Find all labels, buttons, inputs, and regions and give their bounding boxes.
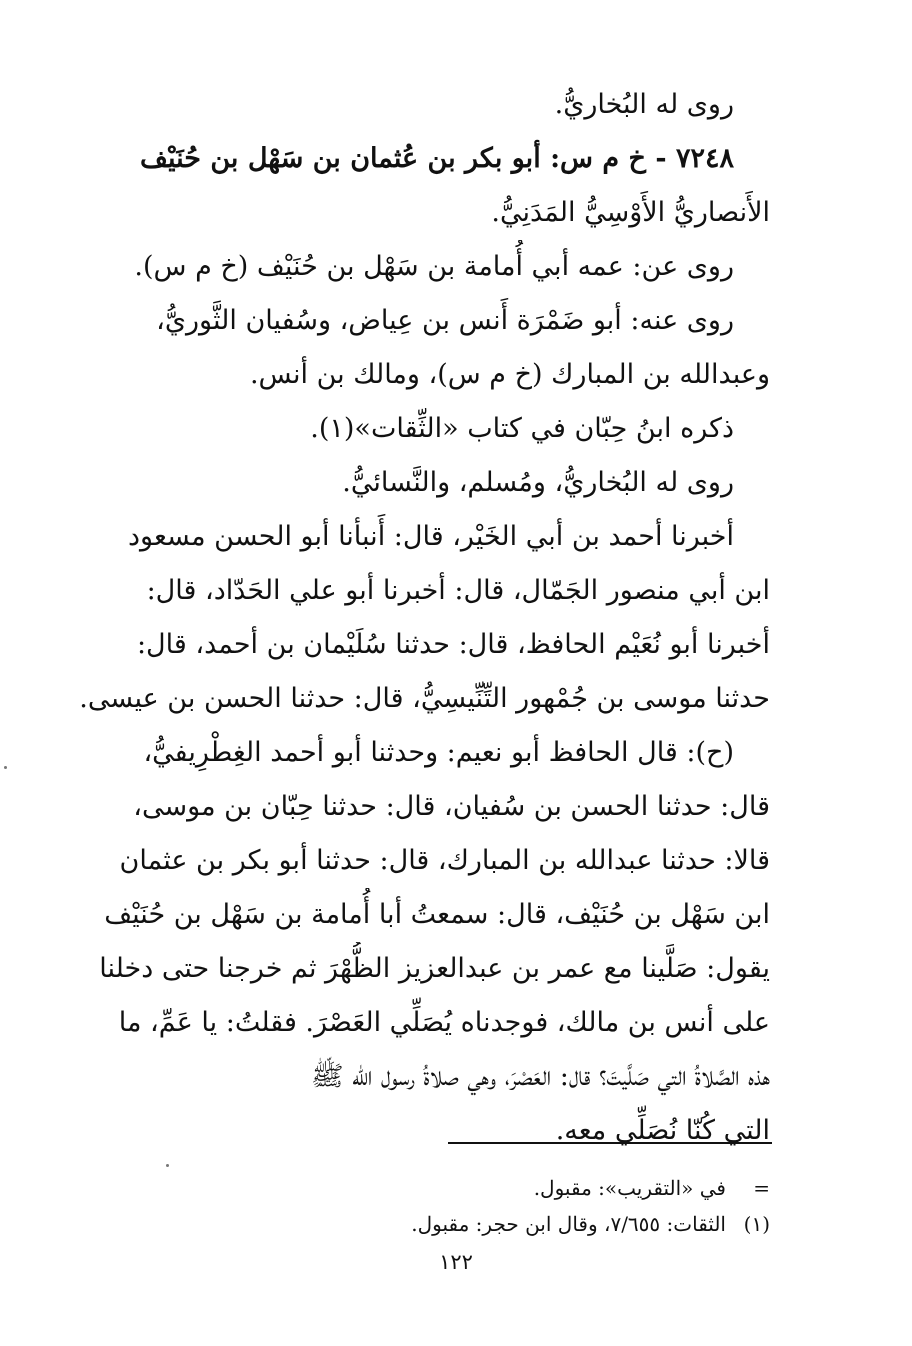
narrated-by-line: روى عنه: أبو ضَمْرَة أَنس بن عِياض، وسُفيان الثَّوريُّ،	[156, 305, 734, 336]
text-line: الأَنصاريُّ الأَوْسِيُّ المَدَنِيُّ.	[491, 197, 770, 228]
scan-speck	[4, 766, 7, 769]
text-line: حدثنا موسى بن جُمْهور التِّنِّيسِيُّ، قال: حدثنا الحسن بن عيسى.	[79, 683, 770, 714]
text-line: ابن أبي منصور الجَمّال، قال: أخبرنا أبو علي الحَدّاد، قال:	[146, 575, 770, 606]
text-line: ذكره ابنُ حِبّان في كتاب «الثِّقات»(١).	[310, 413, 734, 444]
footnote-divider	[448, 1142, 772, 1144]
text-line: أخبرنا أبو نُعَيْم الحافظ، قال: حدثنا سُلَيْمان بن أحمد، قال:	[136, 629, 770, 660]
text-line: هذه الصَّلاةُ التي صَلَّيتَ؟ قال: العَصْرَ، وهي صلاةُ رسول الله ﷺ	[310, 1061, 770, 1092]
main-text	[62, 78, 770, 1158]
narrated-from-line: روى عن: عمه أبي أُمامة بن سَهْل بن حُنَيْف (خ م س).	[134, 251, 734, 282]
text-line: التي كُنّا نُصَلِّي معه.	[555, 1115, 770, 1146]
entry-heading: ٧٢٤٨ - خ م س: أبو بكر بن عُثمان بن سَهْل بن حُنَيْف	[140, 143, 734, 174]
text-line: روى له البُخاريُّ.	[554, 89, 734, 120]
text-line: قالا: حدثنا عبدالله بن المبارك، قال: حدثنا أبو بكر بن عثمان	[119, 845, 770, 876]
text-line: على أنس بن مالك، فوجدناه يُصَلِّي العَصْرَ. فقلتُ: يا عَمِّ، ما	[118, 1007, 770, 1038]
text-line: قال: حدثنا الحسن بن سُفيان، قال: حدثنا حِبّان بن موسى،	[133, 791, 770, 822]
footnote-text: الثقات: ٧/٦٥٥، وقال ابن حجر: مقبول.	[411, 1212, 726, 1236]
text-line: وعبدالله بن المبارك (خ م س)، ومالك بن أنس.	[249, 359, 770, 390]
footnote-item	[62, 1170, 770, 1206]
footnotes	[62, 1170, 770, 1242]
footnote-item	[62, 1206, 770, 1242]
text-line: روى له البُخاريُّ، ومُسلم، والنَّسائيُّ.	[342, 467, 734, 498]
text-line: يقول: صَلَّينا مع عمر بن عبدالعزيز الظُّهْرَ ثم خرجنا حتى دخلنا	[99, 953, 770, 984]
text-line: أخبرنا أحمد بن أبي الخَيْر، قال: أَنبأنا أبو الحسن مسعود	[128, 521, 734, 552]
text-line: (ح): قال الحافظ أبو نعيم: وحدثنا أبو أحمد الغِطْرِيفيُّ،	[143, 737, 734, 768]
page-number: ١٢٢	[439, 1250, 473, 1274]
scan-speck	[166, 1164, 169, 1167]
text-line: ابن سَهْل بن حُنَيْف، قال: سمعتُ أبا أُمامة بن سَهْل بن حُنَيْف	[104, 899, 770, 930]
footnote-text: في «التقريب»: مقبول.	[533, 1176, 726, 1200]
footnote-marker: =	[753, 1176, 770, 1200]
footnote-marker: (١)	[743, 1212, 770, 1236]
